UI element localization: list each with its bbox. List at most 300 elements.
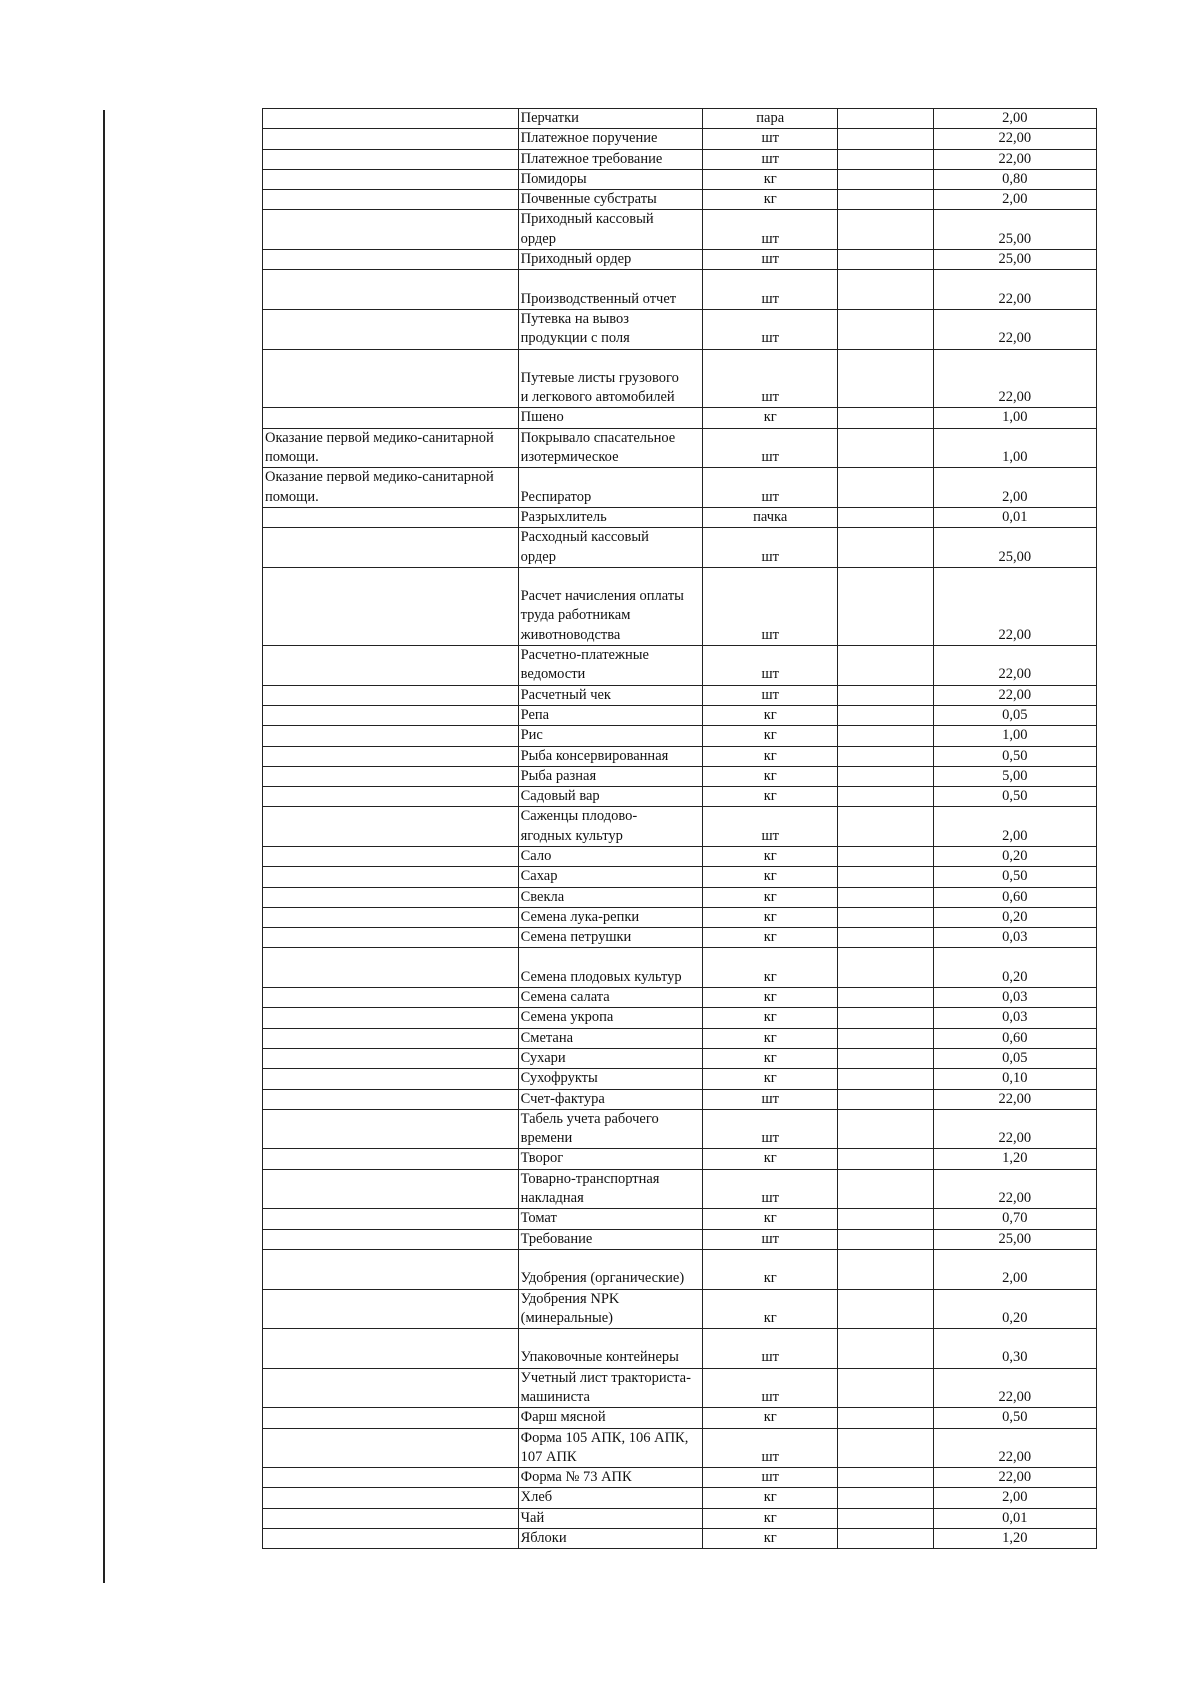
item-name-cell: Разрыхлитель bbox=[518, 507, 702, 527]
empty-cell bbox=[838, 807, 933, 847]
category-cell bbox=[263, 210, 519, 250]
item-name-cell: Респиратор bbox=[518, 468, 702, 508]
unit-cell: шт bbox=[703, 807, 838, 847]
left-margin-rule bbox=[103, 110, 105, 1583]
table-row bbox=[263, 928, 1097, 948]
item-name-cell: Удобрения (органические) bbox=[518, 1249, 702, 1289]
unit-cell: кг bbox=[703, 907, 838, 927]
item-name-cell: Помидоры bbox=[518, 169, 702, 189]
empty-cell bbox=[838, 907, 933, 927]
quantity-cell: 0,50 bbox=[933, 867, 1096, 887]
table-row bbox=[263, 887, 1097, 907]
empty-cell bbox=[838, 1488, 933, 1508]
item-name-cell: Сало bbox=[518, 846, 702, 866]
table-row bbox=[263, 210, 1097, 250]
unit-cell: кг bbox=[703, 1209, 838, 1229]
item-name-cell: Яблоки bbox=[518, 1529, 702, 1549]
quantity-cell: 2,00 bbox=[933, 468, 1096, 508]
category-cell bbox=[263, 766, 519, 786]
category-cell bbox=[263, 349, 519, 408]
item-name-cell: Учетный лист тракториста- машиниста bbox=[518, 1368, 702, 1408]
unit-cell: шт bbox=[703, 149, 838, 169]
unit-cell: кг bbox=[703, 948, 838, 988]
category-cell bbox=[263, 1069, 519, 1089]
quantity-cell: 22,00 bbox=[933, 685, 1096, 705]
empty-cell bbox=[838, 250, 933, 270]
quantity-cell: 22,00 bbox=[933, 270, 1096, 310]
category-cell bbox=[263, 507, 519, 527]
category-cell bbox=[263, 270, 519, 310]
item-name-cell: Саженцы плодово- ягодных культур bbox=[518, 807, 702, 847]
unit-cell: шт bbox=[703, 1368, 838, 1408]
quantity-cell: 0,20 bbox=[933, 1289, 1096, 1329]
quantity-cell: 0,50 bbox=[933, 787, 1096, 807]
category-cell bbox=[263, 646, 519, 686]
quantity-cell: 2,00 bbox=[933, 807, 1096, 847]
item-name-cell: Приходный кассовый ордер bbox=[518, 210, 702, 250]
unit-cell: кг bbox=[703, 705, 838, 725]
category-cell bbox=[263, 149, 519, 169]
item-name-cell: Расходный кассовый ордер bbox=[518, 528, 702, 568]
empty-cell bbox=[838, 846, 933, 866]
category-cell bbox=[263, 907, 519, 927]
item-name-cell: Перчатки bbox=[518, 109, 702, 129]
unit-cell: кг bbox=[703, 887, 838, 907]
quantity-cell: 22,00 bbox=[933, 1368, 1096, 1408]
table-row bbox=[263, 807, 1097, 847]
empty-cell bbox=[838, 1368, 933, 1408]
category-cell bbox=[263, 1289, 519, 1329]
unit-cell: шт bbox=[703, 646, 838, 686]
item-name-cell: Чай bbox=[518, 1508, 702, 1528]
category-cell bbox=[263, 726, 519, 746]
unit-cell: пара bbox=[703, 109, 838, 129]
unit-cell: шт bbox=[703, 1329, 838, 1369]
unit-cell: кг bbox=[703, 928, 838, 948]
unit-cell: кг bbox=[703, 190, 838, 210]
item-name-cell: Семена петрушки bbox=[518, 928, 702, 948]
empty-cell bbox=[838, 1329, 933, 1369]
item-name-cell: Расчетный чек bbox=[518, 685, 702, 705]
table-row bbox=[263, 1209, 1097, 1229]
quantity-cell: 0,50 bbox=[933, 1408, 1096, 1428]
unit-cell: кг bbox=[703, 1249, 838, 1289]
empty-cell bbox=[838, 129, 933, 149]
category-cell bbox=[263, 1089, 519, 1109]
table-row bbox=[263, 149, 1097, 169]
table-row bbox=[263, 349, 1097, 408]
category-cell bbox=[263, 1508, 519, 1528]
empty-cell bbox=[838, 1089, 933, 1109]
quantity-cell: 1,00 bbox=[933, 428, 1096, 468]
supplies-table-body bbox=[263, 109, 1097, 1549]
item-name-cell: Репа bbox=[518, 705, 702, 725]
category-cell bbox=[263, 129, 519, 149]
table-row bbox=[263, 169, 1097, 189]
item-name-cell: Товарно-транспортная накладная bbox=[518, 1169, 702, 1209]
empty-cell bbox=[838, 928, 933, 948]
unit-cell: шт bbox=[703, 1109, 838, 1149]
empty-cell bbox=[838, 988, 933, 1008]
item-name-cell: Приходный ордер bbox=[518, 250, 702, 270]
unit-cell: шт bbox=[703, 428, 838, 468]
unit-cell: шт bbox=[703, 468, 838, 508]
quantity-cell: 0,03 bbox=[933, 988, 1096, 1008]
quantity-cell: 0,01 bbox=[933, 1508, 1096, 1528]
empty-cell bbox=[838, 1008, 933, 1028]
empty-cell bbox=[838, 1069, 933, 1089]
category-cell bbox=[263, 1008, 519, 1028]
unit-cell: кг bbox=[703, 787, 838, 807]
category-cell bbox=[263, 948, 519, 988]
category-cell bbox=[263, 528, 519, 568]
item-name-cell: Семена укропа bbox=[518, 1008, 702, 1028]
quantity-cell: 2,00 bbox=[933, 109, 1096, 129]
table-row bbox=[263, 408, 1097, 428]
quantity-cell: 1,00 bbox=[933, 726, 1096, 746]
item-name-cell: Садовый вар bbox=[518, 787, 702, 807]
unit-cell: кг bbox=[703, 1408, 838, 1428]
category-cell bbox=[263, 787, 519, 807]
quantity-cell: 1,00 bbox=[933, 408, 1096, 428]
empty-cell bbox=[838, 507, 933, 527]
table-row bbox=[263, 646, 1097, 686]
category-cell bbox=[263, 928, 519, 948]
item-name-cell: Фарш мясной bbox=[518, 1408, 702, 1428]
quantity-cell: 0,70 bbox=[933, 1209, 1096, 1229]
table-row bbox=[263, 867, 1097, 887]
table-row bbox=[263, 1048, 1097, 1068]
table-row bbox=[263, 726, 1097, 746]
category-cell bbox=[263, 567, 519, 645]
unit-cell: шт bbox=[703, 685, 838, 705]
unit-cell: кг bbox=[703, 1149, 838, 1169]
unit-cell: кг bbox=[703, 408, 838, 428]
empty-cell bbox=[838, 705, 933, 725]
item-name-cell: Платежное требование bbox=[518, 149, 702, 169]
table-row bbox=[263, 1109, 1097, 1149]
unit-cell: кг bbox=[703, 1529, 838, 1549]
quantity-cell: 0,80 bbox=[933, 169, 1096, 189]
unit-cell: кг bbox=[703, 1488, 838, 1508]
quantity-cell: 25,00 bbox=[933, 210, 1096, 250]
category-cell bbox=[263, 867, 519, 887]
empty-cell bbox=[838, 309, 933, 349]
table-row bbox=[263, 1428, 1097, 1468]
item-name-cell: Счет-фактура bbox=[518, 1089, 702, 1109]
unit-cell: кг bbox=[703, 726, 838, 746]
quantity-cell: 0,20 bbox=[933, 846, 1096, 866]
unit-cell: пачка bbox=[703, 507, 838, 527]
table-row bbox=[263, 1289, 1097, 1329]
item-name-cell: Семена салата bbox=[518, 988, 702, 1008]
item-name-cell: Расчет начисления оплаты труда работникам животноводства bbox=[518, 567, 702, 645]
table-row bbox=[263, 1488, 1097, 1508]
item-name-cell: Табель учета рабочего времени bbox=[518, 1109, 702, 1149]
quantity-cell: 0,10 bbox=[933, 1069, 1096, 1089]
category-cell bbox=[263, 1368, 519, 1408]
item-name-cell: Томат bbox=[518, 1209, 702, 1229]
empty-cell bbox=[838, 1028, 933, 1048]
unit-cell: шт bbox=[703, 250, 838, 270]
table-row bbox=[263, 1229, 1097, 1249]
table-row bbox=[263, 988, 1097, 1008]
unit-cell: шт bbox=[703, 1468, 838, 1488]
item-name-cell: Путевка на вывоз продукции с поля bbox=[518, 309, 702, 349]
category-cell bbox=[263, 250, 519, 270]
empty-cell bbox=[838, 1169, 933, 1209]
quantity-cell: 22,00 bbox=[933, 567, 1096, 645]
table-row bbox=[263, 270, 1097, 310]
quantity-cell: 22,00 bbox=[933, 1109, 1096, 1149]
category-cell: Оказание первой медико-санитарной помощи. bbox=[263, 428, 519, 468]
empty-cell bbox=[838, 948, 933, 988]
category-cell bbox=[263, 685, 519, 705]
table-row bbox=[263, 1028, 1097, 1048]
unit-cell: кг bbox=[703, 169, 838, 189]
unit-cell: кг bbox=[703, 988, 838, 1008]
quantity-cell: 1,20 bbox=[933, 1149, 1096, 1169]
table-row bbox=[263, 787, 1097, 807]
unit-cell: кг bbox=[703, 1289, 838, 1329]
unit-cell: шт bbox=[703, 1428, 838, 1468]
item-name-cell: Платежное поручение bbox=[518, 129, 702, 149]
category-cell bbox=[263, 169, 519, 189]
item-name-cell: Путевые листы грузового и легкового автомобилей bbox=[518, 349, 702, 408]
unit-cell: кг bbox=[703, 766, 838, 786]
empty-cell bbox=[838, 1209, 933, 1229]
table-row bbox=[263, 528, 1097, 568]
empty-cell bbox=[838, 766, 933, 786]
item-name-cell: Творог bbox=[518, 1149, 702, 1169]
empty-cell bbox=[838, 646, 933, 686]
empty-cell bbox=[838, 567, 933, 645]
category-cell bbox=[263, 1229, 519, 1249]
empty-cell bbox=[838, 787, 933, 807]
item-name-cell: Почвенные субстраты bbox=[518, 190, 702, 210]
table-row bbox=[263, 1069, 1097, 1089]
item-name-cell: Рис bbox=[518, 726, 702, 746]
quantity-cell: 2,00 bbox=[933, 190, 1096, 210]
empty-cell bbox=[838, 169, 933, 189]
empty-cell bbox=[838, 1048, 933, 1068]
quantity-cell: 0,03 bbox=[933, 928, 1096, 948]
table-row bbox=[263, 1249, 1097, 1289]
category-cell bbox=[263, 705, 519, 725]
unit-cell: шт bbox=[703, 349, 838, 408]
item-name-cell: Форма 105 АПК, 106 АПК, 107 АПК bbox=[518, 1428, 702, 1468]
item-name-cell: Удобрения NPK (минеральные) bbox=[518, 1289, 702, 1329]
unit-cell: шт bbox=[703, 309, 838, 349]
unit-cell: шт bbox=[703, 567, 838, 645]
empty-cell bbox=[838, 1408, 933, 1428]
empty-cell bbox=[838, 1508, 933, 1528]
unit-cell: шт bbox=[703, 210, 838, 250]
category-cell bbox=[263, 746, 519, 766]
empty-cell bbox=[838, 1428, 933, 1468]
quantity-cell: 0,20 bbox=[933, 948, 1096, 988]
quantity-cell: 0,30 bbox=[933, 1329, 1096, 1369]
category-cell bbox=[263, 1028, 519, 1048]
unit-cell: кг bbox=[703, 1028, 838, 1048]
quantity-cell: 0,03 bbox=[933, 1008, 1096, 1028]
empty-cell bbox=[838, 468, 933, 508]
empty-cell bbox=[838, 1109, 933, 1149]
quantity-cell: 1,20 bbox=[933, 1529, 1096, 1549]
quantity-cell: 5,00 bbox=[933, 766, 1096, 786]
empty-cell bbox=[838, 1149, 933, 1169]
empty-cell bbox=[838, 149, 933, 169]
category-cell bbox=[263, 1468, 519, 1488]
unit-cell: шт bbox=[703, 129, 838, 149]
table-row bbox=[263, 567, 1097, 645]
category-cell bbox=[263, 887, 519, 907]
empty-cell bbox=[838, 210, 933, 250]
empty-cell bbox=[838, 528, 933, 568]
quantity-cell: 25,00 bbox=[933, 250, 1096, 270]
category-cell bbox=[263, 1529, 519, 1549]
category-cell bbox=[263, 309, 519, 349]
item-name-cell: Упаковочные контейнеры bbox=[518, 1329, 702, 1369]
table-row bbox=[263, 1529, 1097, 1549]
table-row bbox=[263, 1008, 1097, 1028]
table-row bbox=[263, 428, 1097, 468]
category-cell bbox=[263, 1428, 519, 1468]
item-name-cell: Расчетно-платежные ведомости bbox=[518, 646, 702, 686]
item-name-cell: Покрывало спасательное изотермическое bbox=[518, 428, 702, 468]
quantity-cell: 0,01 bbox=[933, 507, 1096, 527]
quantity-cell: 2,00 bbox=[933, 1249, 1096, 1289]
table-row bbox=[263, 1468, 1097, 1488]
item-name-cell: Свекла bbox=[518, 887, 702, 907]
table-row bbox=[263, 190, 1097, 210]
empty-cell bbox=[838, 408, 933, 428]
unit-cell: шт bbox=[703, 1089, 838, 1109]
category-cell bbox=[263, 846, 519, 866]
item-name-cell: Семена плодовых культур bbox=[518, 948, 702, 988]
item-name-cell: Рыба консервированная bbox=[518, 746, 702, 766]
empty-cell bbox=[838, 746, 933, 766]
category-cell bbox=[263, 408, 519, 428]
empty-cell bbox=[838, 428, 933, 468]
empty-cell bbox=[838, 1529, 933, 1549]
category-cell bbox=[263, 1249, 519, 1289]
item-name-cell: Рыба разная bbox=[518, 766, 702, 786]
table-row bbox=[263, 1089, 1097, 1109]
table-row bbox=[263, 1329, 1097, 1369]
empty-cell bbox=[838, 726, 933, 746]
table-row bbox=[263, 705, 1097, 725]
unit-cell: кг bbox=[703, 1048, 838, 1068]
item-name-cell: Сухари bbox=[518, 1048, 702, 1068]
quantity-cell: 25,00 bbox=[933, 528, 1096, 568]
table-row bbox=[263, 1508, 1097, 1528]
table-row bbox=[263, 846, 1097, 866]
quantity-cell: 2,00 bbox=[933, 1488, 1096, 1508]
quantity-cell: 0,20 bbox=[933, 907, 1096, 927]
category-cell bbox=[263, 1408, 519, 1428]
empty-cell bbox=[838, 349, 933, 408]
category-cell bbox=[263, 988, 519, 1008]
empty-cell bbox=[838, 887, 933, 907]
item-name-cell: Пшено bbox=[518, 408, 702, 428]
category-cell bbox=[263, 109, 519, 129]
empty-cell bbox=[838, 1249, 933, 1289]
unit-cell: шт bbox=[703, 1169, 838, 1209]
item-name-cell: Хлеб bbox=[518, 1488, 702, 1508]
unit-cell: кг bbox=[703, 867, 838, 887]
table-row bbox=[263, 309, 1097, 349]
quantity-cell: 0,60 bbox=[933, 1028, 1096, 1048]
table-row bbox=[263, 109, 1097, 129]
unit-cell: шт bbox=[703, 270, 838, 310]
unit-cell: кг bbox=[703, 746, 838, 766]
item-name-cell: Сметана bbox=[518, 1028, 702, 1048]
table-row bbox=[263, 766, 1097, 786]
unit-cell: кг bbox=[703, 1069, 838, 1089]
quantity-cell: 0,05 bbox=[933, 705, 1096, 725]
quantity-cell: 22,00 bbox=[933, 309, 1096, 349]
quantity-cell: 22,00 bbox=[933, 1169, 1096, 1209]
category-cell bbox=[263, 1169, 519, 1209]
table-row bbox=[263, 948, 1097, 988]
unit-cell: кг bbox=[703, 846, 838, 866]
quantity-cell: 0,05 bbox=[933, 1048, 1096, 1068]
category-cell bbox=[263, 1488, 519, 1508]
quantity-cell: 22,00 bbox=[933, 1089, 1096, 1109]
category-cell bbox=[263, 190, 519, 210]
unit-cell: шт bbox=[703, 528, 838, 568]
quantity-cell: 25,00 bbox=[933, 1229, 1096, 1249]
quantity-cell: 22,00 bbox=[933, 349, 1096, 408]
table-row bbox=[263, 250, 1097, 270]
table-row bbox=[263, 746, 1097, 766]
table-row bbox=[263, 1149, 1097, 1169]
item-name-cell: Форма № 73 АПК bbox=[518, 1468, 702, 1488]
category-cell bbox=[263, 1209, 519, 1229]
table-row bbox=[263, 1368, 1097, 1408]
empty-cell bbox=[838, 685, 933, 705]
category-cell bbox=[263, 1048, 519, 1068]
item-name-cell: Производственный отчет bbox=[518, 270, 702, 310]
category-cell bbox=[263, 1149, 519, 1169]
empty-cell bbox=[838, 109, 933, 129]
unit-cell: кг bbox=[703, 1008, 838, 1028]
empty-cell bbox=[838, 1468, 933, 1488]
table-row bbox=[263, 129, 1097, 149]
table-row bbox=[263, 1169, 1097, 1209]
unit-cell: кг bbox=[703, 1508, 838, 1528]
category-cell bbox=[263, 1329, 519, 1369]
category-cell bbox=[263, 807, 519, 847]
quantity-cell: 22,00 bbox=[933, 1468, 1096, 1488]
empty-cell bbox=[838, 1229, 933, 1249]
quantity-cell: 22,00 bbox=[933, 149, 1096, 169]
item-name-cell: Сухофрукты bbox=[518, 1069, 702, 1089]
quantity-cell: 22,00 bbox=[933, 1428, 1096, 1468]
category-cell bbox=[263, 1109, 519, 1149]
quantity-cell: 22,00 bbox=[933, 646, 1096, 686]
table-row bbox=[263, 1408, 1097, 1428]
quantity-cell: 0,50 bbox=[933, 746, 1096, 766]
item-name-cell: Семена лука-репки bbox=[518, 907, 702, 927]
supplies-table bbox=[262, 108, 1097, 1549]
empty-cell bbox=[838, 270, 933, 310]
empty-cell bbox=[838, 867, 933, 887]
table-row bbox=[263, 907, 1097, 927]
table-row bbox=[263, 468, 1097, 508]
category-cell: Оказание первой медико-санитарной помощи. bbox=[263, 468, 519, 508]
